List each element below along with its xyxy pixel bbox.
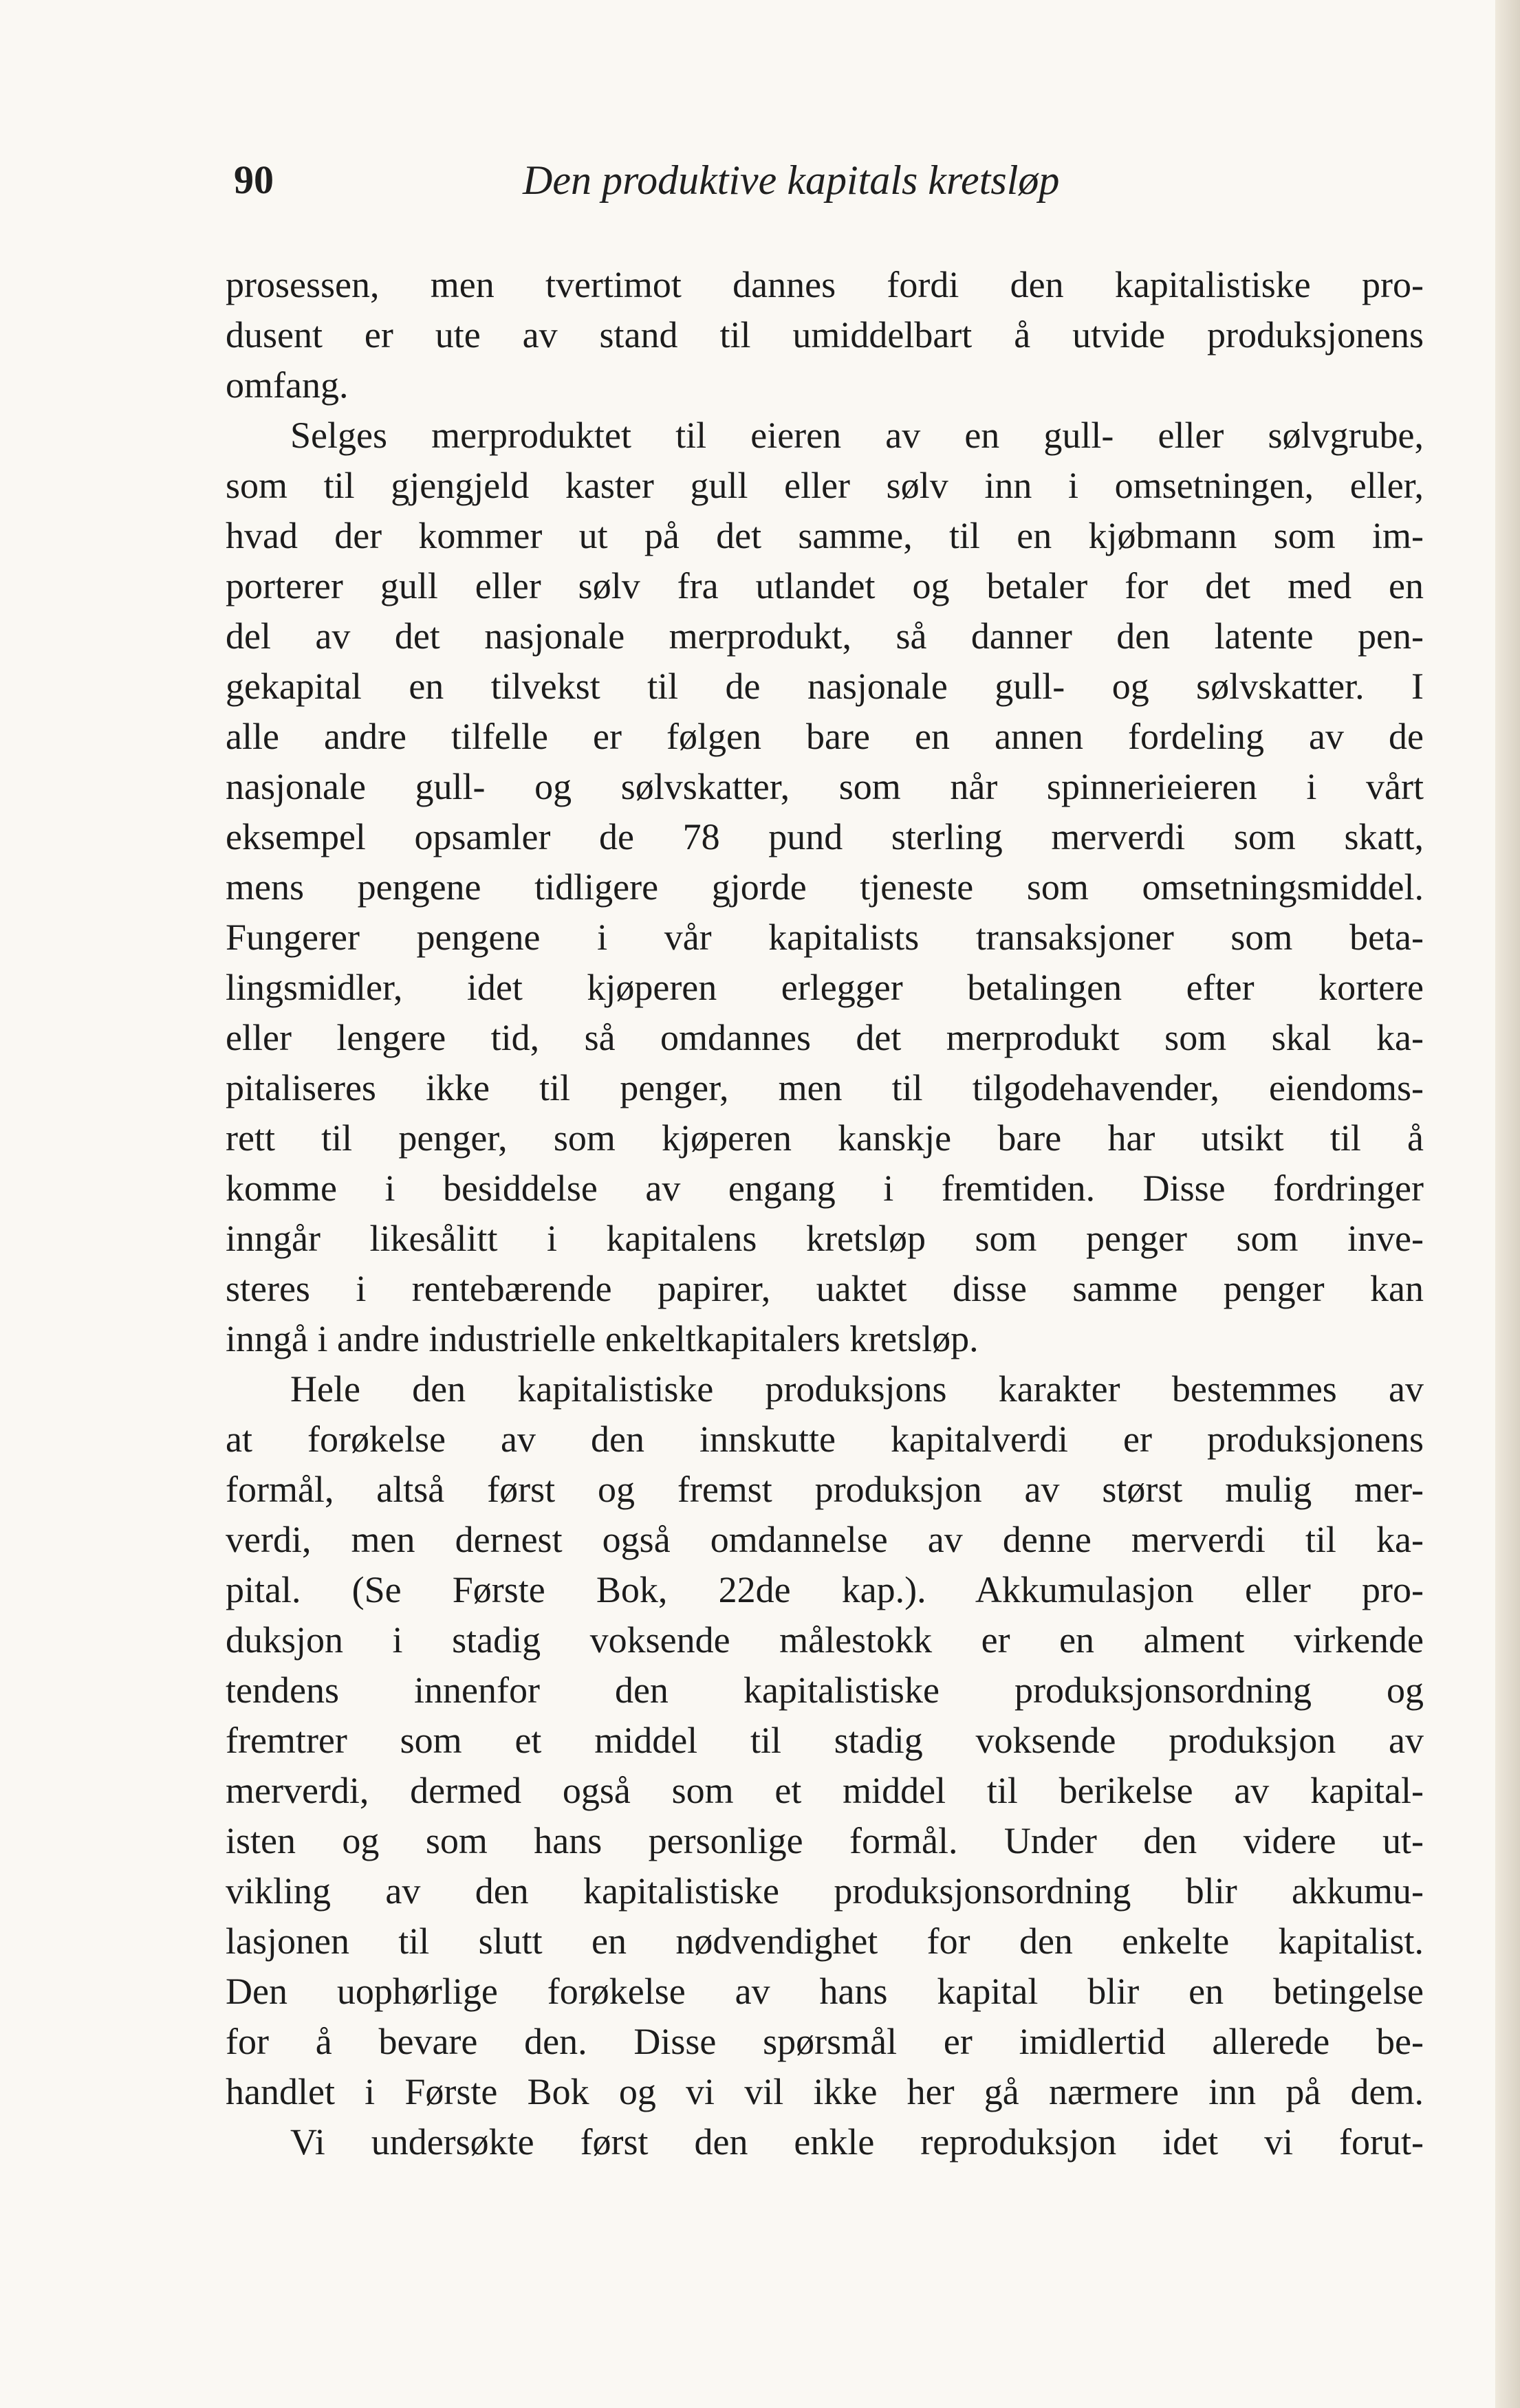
text-line: isten og som hans personlige formål. Under den videre ut- [226,1820,1424,1861]
text-line: formål, altså først og fremst produksjon av størst mulig mer- [226,1469,1424,1510]
text-line: inngår likesålitt i kapitalens kretsløp som penger som inve- [226,1218,1424,1259]
running-title: Den produktive kapitals kretsløp [523,157,1060,203]
body-text [226,260,1424,2167]
text-line: mens pengene tidligere gjorde tjeneste som omsetningsmiddel. [226,866,1424,908]
text-line: hvad der kommer ut på det samme, til en kjøbmann som im- [226,515,1424,556]
text-line: del av det nasjonale merprodukt, så danner den latente pen- [226,615,1424,657]
text-line: Hele den kapitalistiske produksjons karakter bestemmes av [290,1368,1424,1410]
text-line: handlet i Første Bok og vi vil ikke her gå nærmere inn på dem. [226,2071,1424,2112]
text-line: duksjon i stadig voksende målestokk er en alment virkende [226,1619,1424,1661]
text-line: eller lengere tid, så omdannes det merprodukt som skal ka- [226,1017,1424,1058]
text-line: verdi, men dernest også omdannelse av denne merverdi til ka- [226,1519,1424,1560]
text-line: Fungerer pengene i vår kapitalists transaksjoner som beta- [226,917,1424,958]
page-edge-shadow [1495,0,1520,2408]
text-line: merverdi, dermed også som et middel til berikelse av kapital- [226,1770,1424,1811]
text-line: alle andre tilfelle er følgen bare en annen fordeling av de [226,716,1424,757]
text-line: lasjonen til slutt en nødvendighet for den enkelte kapitalist. [226,1920,1424,1962]
text-line: gekapital en tilvekst til de nasjonale gull- og sølvskatter. I [226,666,1424,707]
text-line: pital. (Se Første Bok, 22de kap.). Akkumulasjon eller pro- [226,1569,1424,1610]
text-line: fremtrer som et middel til stadig voksende produksjon av [226,1720,1424,1761]
text-line: eksempel opsamler de 78 pund sterling merverdi som skatt, [226,816,1424,857]
text-line: at forøkelse av den innskutte kapitalverdi er produksjonens [226,1419,1424,1460]
text-line: Vi undersøkte først den enkle reproduksjon idet vi forut- [290,2121,1424,2163]
text-line: som til gjengjeld kaster gull eller sølv inn i omsetningen, eller, [226,465,1424,506]
text-line: omfang. [226,364,349,406]
text-line: tendens innenfor den kapitalistiske produksjonsordning og [226,1670,1424,1711]
page-number: 90 [234,157,274,202]
text-line: Den uophørlige forøkelse av hans kapital blir en betingelse [226,1971,1424,2012]
text-line: steres i rentebærende papirer, uaktet disse samme penger kan [226,1268,1424,1309]
text-line: for å bevare den. Disse spørsmål er imidlertid allerede be- [226,2021,1424,2062]
text-line: inngå i andre industrielle enkeltkapitalers kretsløp. [226,1318,979,1359]
text-line: dusent er ute av stand til umiddelbart å utvide produksjonens [226,314,1424,355]
running-head [234,157,1424,219]
text-line: rett til penger, som kjøperen kanskje bare har utsikt til å [226,1117,1424,1159]
text-line: porterer gull eller sølv fra utlandet og betaler for det med en [226,565,1424,606]
text-line: nasjonale gull- og sølvskatter, som når spinnerieieren i vårt [226,766,1424,807]
text-line: komme i besiddelse av engang i fremtiden. Disse fordringer [226,1168,1424,1209]
text-line: prosessen, men tvertimot dannes fordi den kapitalistiske pro- [226,264,1424,305]
text-line: Selges merproduktet til eieren av en gull- eller sølvgrube, [290,415,1424,456]
text-line: lingsmidler, idet kjøperen erlegger betalingen efter kortere [226,967,1424,1008]
text-line: pitaliseres ikke til penger, men til tilgodehavender, eiendoms- [226,1067,1424,1108]
text-line: vikling av den kapitalistiske produksjonsordning blir akkumu- [226,1870,1424,1912]
